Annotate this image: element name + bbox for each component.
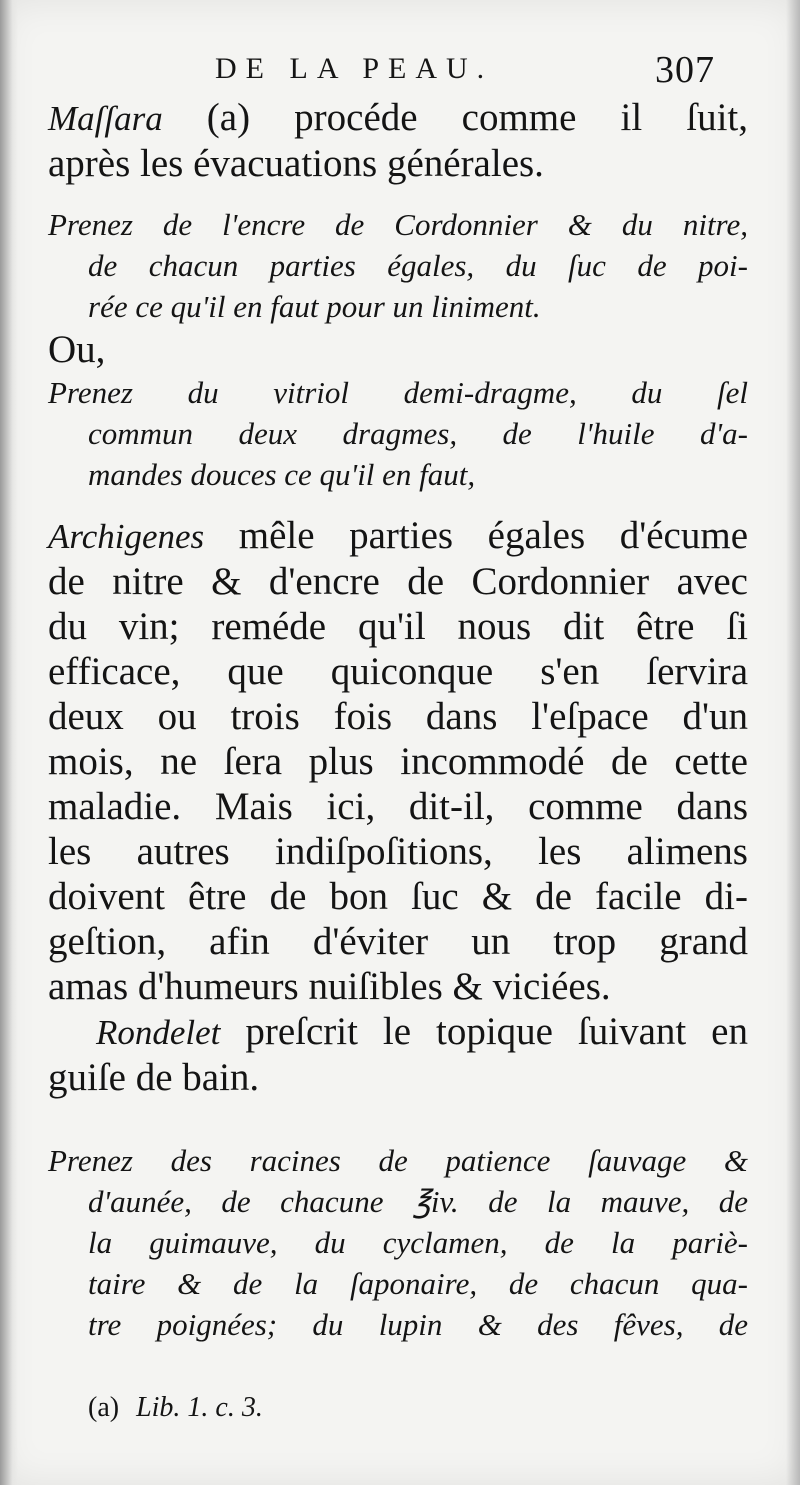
footnote bbox=[88, 1392, 263, 1424]
recipe-three bbox=[48, 1140, 748, 1345]
text-line bbox=[48, 95, 748, 141]
recipe-two bbox=[48, 372, 748, 495]
author-name: Archigenes bbox=[48, 517, 205, 556]
text-line: mois, ne ſera plus incommodé de cette bbox=[48, 740, 748, 783]
text-line: de chacun parties égales, du ſuc de poi- bbox=[88, 248, 748, 283]
text-line: les autres indiſpoſitions, les alimens bbox=[48, 830, 748, 873]
text-line: amas d'humeurs nuiſibles & viciées. bbox=[48, 965, 611, 1008]
text-line: mandes douces ce qu'il en faut, bbox=[88, 457, 476, 492]
text-line: efficace, que quiconque s'en ſervira bbox=[48, 650, 748, 693]
text-line: guiſe de bain. bbox=[48, 1056, 260, 1099]
text-line: tre poignées; du lupin & des fêves, de bbox=[88, 1307, 748, 1342]
text-line: deux ou trois fois dans l'eſpace d'un bbox=[48, 695, 748, 738]
text-line: la guimauve, du cyclamen, de la pariè- bbox=[88, 1225, 748, 1260]
page-body bbox=[48, 95, 748, 1345]
text-line: taire & de la ſaponaire, de chacun qua- bbox=[88, 1266, 748, 1301]
ou-line bbox=[48, 327, 748, 372]
text-line bbox=[48, 1009, 748, 1055]
text-line bbox=[48, 513, 748, 559]
text-line: Prenez de l'encre de Cordonnier & du nitre, bbox=[48, 207, 748, 242]
text-line: geſtion, afin d'éviter un trop grand bbox=[48, 920, 748, 963]
text-line: rée ce qu'il en faut pour un liniment. bbox=[88, 289, 541, 324]
text-line: Prenez des racines de patience ſauvage & bbox=[48, 1143, 748, 1178]
author-name: Rondelet bbox=[96, 1013, 221, 1052]
author-name: Maſſara bbox=[48, 99, 163, 138]
footnote-text: Lib. 1. c. 3. bbox=[136, 1392, 263, 1423]
text-line: maladie. Mais ici, dit-il, comme dans bbox=[48, 785, 748, 828]
text-line: d'aunée, de chacune ℥iv. de la mauve, de bbox=[88, 1184, 748, 1219]
running-head-title: DE LA PEAU. bbox=[215, 52, 494, 85]
text-span: preſcrit le topique ſuivant en bbox=[220, 1010, 748, 1053]
gutter-shadow bbox=[0, 0, 18, 1485]
paragraph-massara bbox=[48, 95, 748, 186]
text-line: Ou, bbox=[48, 328, 106, 371]
text-line: de nitre & d'encre de Cordonnier avec bbox=[48, 560, 748, 603]
text-line: Prenez du vitriol demi-dragme, du ſel bbox=[48, 375, 748, 410]
page-number: 307 bbox=[655, 49, 715, 91]
text-span: (a) procéde comme il ſuit, bbox=[162, 96, 748, 139]
text-line: après les évacuations générales. bbox=[48, 142, 544, 185]
paragraph-rondelet bbox=[48, 1009, 748, 1100]
edge-shadow bbox=[786, 0, 800, 1485]
text-span: mêle parties égales d'écume bbox=[204, 514, 748, 557]
text-line: du vin; reméde qu'il nous dit être ſi bbox=[48, 605, 748, 648]
paragraph-archigenes bbox=[48, 513, 748, 1009]
text-line: commun deux dragmes, de l'huile d'a- bbox=[88, 416, 748, 451]
footnote-marker: (a) bbox=[88, 1392, 120, 1423]
text-line: doivent être de bon ſuc & de facile di- bbox=[48, 875, 748, 918]
recipe-one bbox=[48, 204, 748, 327]
